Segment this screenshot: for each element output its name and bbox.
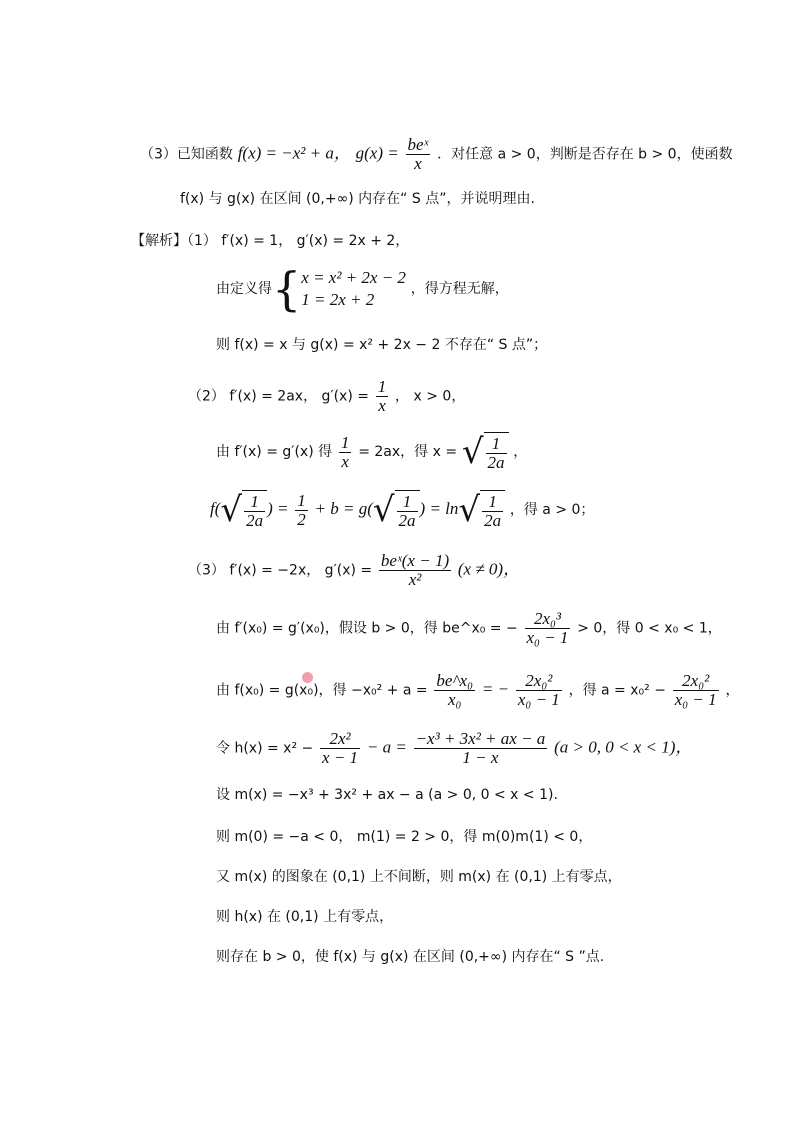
part3-l2-a: 由 f′(x₀) = g′(x₀)，假设 b > 0，得 be^x₀ = − xyxy=(216,620,518,637)
part3-line5 xyxy=(216,784,558,805)
frac-num: beˣ xyxy=(407,135,429,154)
frac-num: 1 xyxy=(377,377,387,396)
part1-def-post: ，得方程无解， xyxy=(410,281,509,297)
part3-line3 xyxy=(216,672,739,709)
half-fraction xyxy=(295,492,308,529)
part2-l3-e: ，得 a > 0； xyxy=(509,502,595,518)
part2-l2-a: 由 f′(x) = g′(x) 得 xyxy=(216,444,333,460)
frac-den: x xyxy=(414,154,422,173)
part3-l4-b: − a = xyxy=(366,737,407,757)
frac-den: 1 − x xyxy=(462,748,499,767)
part2-l2-c: ， xyxy=(513,444,528,460)
solution-header-text: 【解析】（1） f′(x) = 1， g′(x) = 2x + 2， xyxy=(131,233,410,249)
part1-definition xyxy=(216,262,509,316)
part3-l9-text: 则存在 b > 0，使 f(x) 与 g(x) 在区间 (0,+∞) 内存在“ S ”点. xyxy=(216,949,605,965)
part3-head-post: (x ≠ 0)， xyxy=(457,559,521,579)
part2-l2-b: = 2ax，得 x = xyxy=(358,444,458,460)
part3-l2-b: > 0，得 0 < x₀ < 1， xyxy=(577,620,722,637)
part2-head xyxy=(188,378,465,415)
frac-den: x₀ − 1 xyxy=(517,690,560,709)
frac-num: 1 xyxy=(244,493,265,512)
frac-den: x − 1 xyxy=(322,748,359,767)
frac-num: 2x₀² xyxy=(673,672,719,691)
part2-l3-a: f( xyxy=(210,499,221,518)
frac-den: 2 xyxy=(297,509,306,529)
part3-l4-fraction-1 xyxy=(320,730,360,767)
frac-den: 2a xyxy=(487,453,505,472)
left-brace: { xyxy=(272,262,302,316)
part3-l6-text: 则 m(0) = −a < 0， m(1) = 2 > 0，得 m(0)m(1) < 0， xyxy=(216,829,593,845)
part3-l3-c: ，得 a = x₀² − xyxy=(568,682,666,699)
part2-head-fraction xyxy=(376,378,389,415)
frac-num: 1 xyxy=(486,435,507,454)
part3-head-fraction xyxy=(379,552,451,589)
frac-num: 1 xyxy=(397,493,418,512)
part3-l3-fraction-2 xyxy=(516,672,562,709)
part3-line2 xyxy=(216,610,722,647)
problem3-rest: ．对任意 a > 0，判断是否存在 b > 0，使函数 xyxy=(437,146,733,163)
frac-den: x₀ − 1 xyxy=(674,690,717,709)
equation-system xyxy=(301,267,406,311)
frac-den: 2a xyxy=(398,511,416,530)
part3-head xyxy=(188,552,520,589)
frac-num: beˣ(x − 1) xyxy=(380,551,450,570)
part2-l3-b: ) = xyxy=(267,499,289,518)
sqrt-symbol: √ $\frac{1}{2a}$ xyxy=(220,490,267,530)
frac-den: x xyxy=(378,396,386,415)
sqrt-fraction xyxy=(482,493,503,530)
part3-l8-text: 则 h(x) 在 (0,1) 上有零点， xyxy=(216,909,394,925)
frac-den: 2a xyxy=(246,511,264,530)
part3-line6 xyxy=(216,826,592,847)
part3-line7 xyxy=(216,866,622,887)
frac-den: x₀ xyxy=(448,690,462,709)
part2-line2 xyxy=(216,432,527,472)
frac-num: 1 xyxy=(297,490,306,510)
part3-line8 xyxy=(216,906,393,927)
part2-l2-fraction xyxy=(339,434,352,471)
part3-l4-a: 令 h(x) = x² − xyxy=(216,740,314,757)
frac-den: x² xyxy=(408,570,422,589)
sqrt-fraction xyxy=(244,493,265,530)
part1-conclusion-text: 则 f(x) = x 与 g(x) = x² + 2x − 2 不存在“ S 点”； xyxy=(216,337,548,353)
part3-l3-fraction-1 xyxy=(434,672,475,709)
sqrt-symbol: √ $\frac{1}{2a}$ xyxy=(373,490,420,530)
frac-den: 2a xyxy=(484,511,502,530)
part3-l3-e: ， xyxy=(725,682,740,699)
part3-l3-a: 由 f(x₀) = g(x₀)，得 −x₀² + a = xyxy=(216,682,428,699)
frac-num: 1 xyxy=(340,432,350,452)
frac-num: 2x² xyxy=(320,730,360,749)
solution-header xyxy=(131,230,409,251)
frac-den: x xyxy=(341,451,349,471)
part3-head-pre: （3） f′(x) = −2x， g′(x) = xyxy=(188,562,373,579)
problem3-g-fraction xyxy=(406,136,431,173)
part2-l3-d: ) = ln xyxy=(419,499,459,518)
pink-ink-mark xyxy=(302,672,313,683)
sqrt-symbol: √ $\frac{1}{2a}$ xyxy=(458,490,505,530)
part3-line4 xyxy=(216,730,692,767)
sqrt-symbol: √ $\frac{1}{2a}$ xyxy=(462,432,509,472)
part3-l5-text: 设 m(x) = −x³ + 3x² + ax − a (a > 0, 0 < x < 1). xyxy=(216,787,558,803)
problem3-line1 xyxy=(140,136,733,173)
part3-l4-fraction-2 xyxy=(414,730,548,767)
part1-conclusion xyxy=(216,334,547,355)
sqrt-fraction xyxy=(397,493,418,530)
problem3-f: f(x) = −x² + a， xyxy=(237,143,351,163)
part2-head-post: ， x > 0， xyxy=(395,388,466,405)
part3-l3-b: = − xyxy=(481,679,510,699)
frac-num: 2x₀³ xyxy=(525,610,571,629)
problem3-label: （3）已知函数 xyxy=(140,146,233,163)
system-eq-1: x = x² + 2x − 2 xyxy=(301,268,406,287)
frac-num: 1 xyxy=(482,493,503,512)
sqrt-fraction xyxy=(486,435,507,472)
part3-l7-text: 又 m(x) 的图象在 (0,1) 上不间断，则 m(x) 在 (0,1) 上有零点， xyxy=(216,869,622,885)
problem3-line2-text: f(x) 与 g(x) 在区间 (0,+∞) 内存在“ S 点”，并说明理由. xyxy=(180,191,535,207)
part3-l3-fraction-3 xyxy=(673,672,719,709)
part3-l2-fraction xyxy=(525,610,571,647)
part3-line9 xyxy=(216,946,604,967)
part2-head-pre: （2） f′(x) = 2ax， g′(x) = xyxy=(188,388,369,405)
problem3-g: g(x) = xyxy=(355,143,399,163)
frac-num: 2x₀² xyxy=(516,672,562,691)
problem3-line2 xyxy=(180,188,535,209)
part3-l4-c: (a > 0, 0 < x < 1)， xyxy=(554,737,693,757)
frac-num: be^x₀ xyxy=(436,671,474,690)
frac-num: −x³ + 3x² + ax − a xyxy=(415,729,546,748)
part1-def-pre: 由定义得 xyxy=(216,281,272,297)
part2-line3 xyxy=(210,490,594,530)
frac-den: x₀ − 1 xyxy=(526,628,569,647)
part2-l3-c: + b = g( xyxy=(314,499,373,518)
system-eq-2: 1 = 2x + 2 xyxy=(301,290,375,309)
